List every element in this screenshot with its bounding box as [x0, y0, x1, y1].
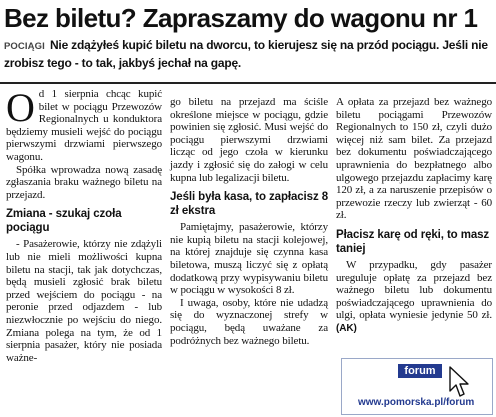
column1-paragraph-1 — [6, 85, 162, 164]
column3-subheading: Płacisz karę od ręki, to masz taniej — [336, 228, 490, 255]
headline: Bez biletu? Zapraszamy do wagonu nr 1 — [4, 3, 478, 33]
column3-paragraph-1: A opłata za przejazd bez ważnego biletu pociągami Przewozów Regionalnych to 150 zł, czyli dużo więcej niż sam bilet. Za przejazd bez dokumentu poświadczającego uprawnienia do bezpłatnego albo ulgowego przejazdu zapłacimy karę 120 zł, a za naruszenie przepisów o przewozie rzeczy lub zwierząt - 60 zł. — [336, 96, 492, 222]
column-3 — [336, 96, 492, 336]
mouse-cursor-icon — [448, 365, 470, 399]
column-1 — [6, 85, 162, 364]
column1-subheading: Zmiana - szukaj czoła pociągu — [6, 208, 122, 235]
column1-paragraph-3: - Pasażerowie, którzy nie zdążyli lub nie mieli możliwości kupna biletu na stacji, tak jak dotychczas, będą musieli zgłosić brak biletu przed wejściem do pociągu - na peronie przed odjazdem - lub niezwłocznie po wejściu do niego. Zmiana polega na tym, że od 1 sierpnia pasażer, który nie posiada ważne- — [6, 238, 162, 364]
column2-paragraph-2: Pamiętajmy, pasażerowie, którzy nie kupią biletu na stacji kolejowej, na której znajduje się czynna kasa biletowa, muszą liczyć się z opłatą dodatkową przy wypisywaniu biletu w pociągu w wysokości 8 zł. — [170, 221, 328, 297]
lead-paragraph — [4, 37, 492, 72]
column1-p1-text: d 1 sierpnia chcąc kupić bilet w pociągu Przewozów Regionalnych u konduktora będziemy musieli wejść do pociągu pierwszymi drzwiami pierwszego wagonu. — [6, 88, 162, 163]
forum-url-link[interactable]: www.pomorska.pl/forum — [358, 397, 475, 408]
drop-cap: O — [6, 85, 35, 130]
forum-promo-box[interactable] — [341, 358, 493, 415]
author-signature: (AK) — [336, 322, 357, 334]
column1-paragraph-2: Spółka wprowadza nową zasadę zgłaszania braku ważnego biletu na przejazd. — [6, 163, 162, 201]
column3-paragraph-2 — [336, 259, 492, 336]
column3-p2-text: W przypadku, gdy pasażer ureguluje opłatę za przejazd bez ważnego biletu lub dokumentu poświadczającego uprawnienia do ulgi, opłata wyniesie jedynie 50 zł. — [336, 258, 492, 322]
header-divider — [0, 82, 496, 84]
section-tag: POCIĄGI — [4, 41, 45, 52]
column2-paragraph-1: go biletu na przejazd ma ściśle określone miejsce w pociągu, gdzie powinien się zgłosić. Musi wejść do pociągu pierwszymi drzwiami licząc od jego czoła w kierunku jazdy i zgłosić się do załogi w celu kupna lub legalizacji biletu. — [170, 96, 328, 184]
column2-subheading: Jeśli była kasa, to zapłacisz 8 zł ekstra — [170, 191, 328, 218]
lead-text: Nie zdążyłeś kupić biletu na dworcu, to kierujesz się na przód pociągu. Jeśli nie zrobisz tego - to tak, jakbyś jechał na gapę. — [4, 38, 488, 70]
column-2 — [170, 96, 328, 347]
forum-label: forum — [398, 364, 442, 378]
column2-paragraph-3: I uwaga, osoby, które nie udadzą się do wyznaczonej strefy w pociągu, będą uważane za podróżnych bez ważnego biletu. — [170, 296, 328, 347]
